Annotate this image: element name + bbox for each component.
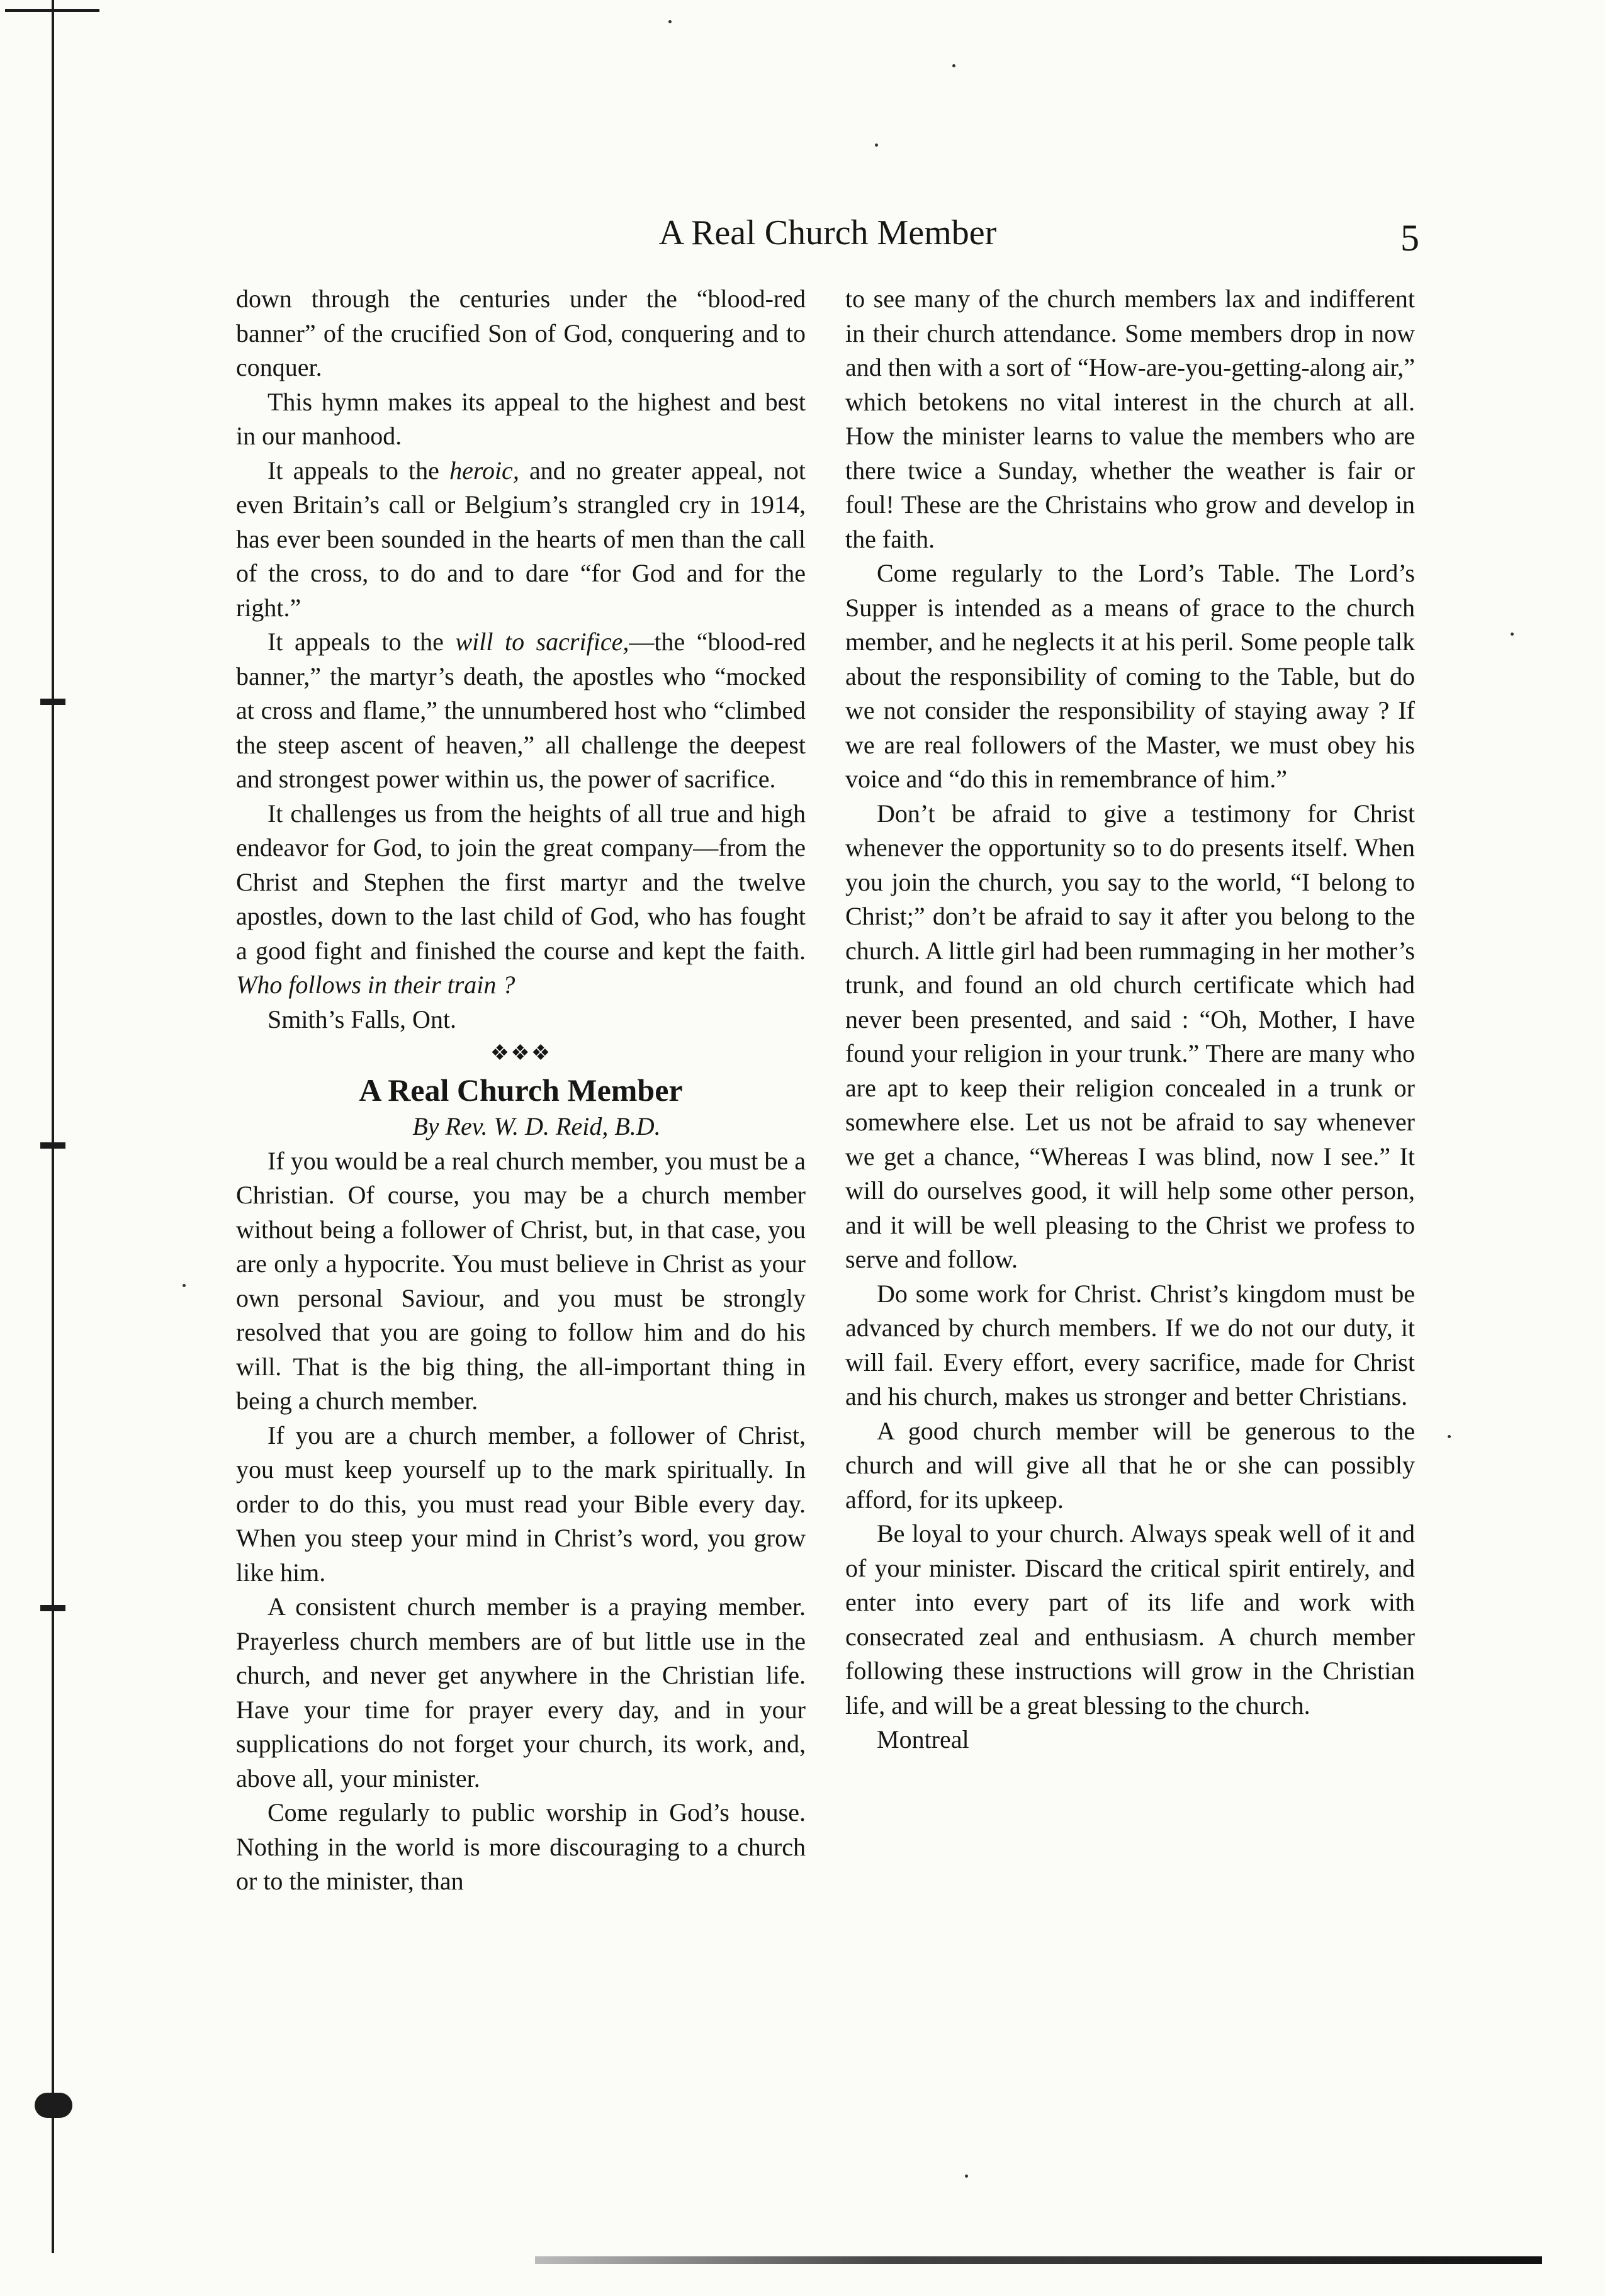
text-run: It appeals to the	[268, 456, 450, 485]
emphasis: will to sacrifice,	[455, 627, 629, 656]
paragraph	[236, 625, 806, 797]
paragraph: to see many of the church members lax and indifferent in their church attendance. Some members drop in now and then with a sort of “How-are-you-getting-along air,” which betokens no vital interest in the church at all. How the minister learns to value the members who are there twice a Sunday, whether the weather is fair or foul! These are the Christains who grow and develop in the faith.	[845, 284, 1415, 553]
paragraph: Come regularly to public worship in God’s house. Nothing in the world is more discouraging to a church or to the minister, than	[236, 1798, 806, 1895]
binding-tick	[40, 1142, 65, 1149]
running-title: A Real Church Member	[658, 213, 997, 252]
scan-speck	[965, 2175, 968, 2178]
page-number: 5	[1400, 217, 1419, 259]
binding-edge-line	[52, 0, 54, 2253]
article-title: A Real Church Member	[359, 1072, 683, 1108]
left-column	[236, 282, 806, 1899]
paragraph: Be loyal to your church. Always speak well of it and of your minister. Discard the critical spirit entirely, and enter into every part of its life and work with consecrated zeal and enthusiasm. A church member following these instructions will grow in the Christian life, and will be a great blessing to the church.	[845, 1519, 1415, 1719]
text-run: and no greater appeal, not even Britain’s call or Belgium’s strangled cry in 1914, has ever been sounded in the hearts of men than the call of the cross, to do and to dare “for God and for the right.”	[236, 456, 806, 622]
scan-speck	[668, 20, 672, 23]
paragraph: Do some work for Christ. Christ’s kingdom must be advanced by church members. If we do not our duty, it will fail. Every effort, every sacrifice, made for Christ and his church, makes us stronger and better Christians.	[845, 1279, 1415, 1410]
paragraph: This hymn makes its appeal to the highest and best in our manhood.	[236, 387, 806, 450]
bottom-rule	[535, 2256, 1542, 2264]
byline: By Rev. W. D. Reid, B.D.	[412, 1112, 661, 1140]
paragraph: A consistent church member is a praying member. Prayerless church members are of but little use in the church, and never get anywhere in the Christian life. Have your time for prayer every day, and in your supplications do not forget your church, its work, and, above all, your minister.	[236, 1592, 806, 1792]
section-ornament: ❖❖❖	[490, 1042, 552, 1065]
binding-tick	[40, 1605, 65, 1611]
text-run: It challenges us from the heights of all true and high endeavor for God, to join the great company—from the Christ and Stephen the first martyr and the twelve apostles, down to the last child of God, who has fought a good fight and finished the course and kept the faith.	[236, 799, 806, 965]
paragraph: down through the centuries under the “blood-red banner” of the crucified Son of God, conquering and to conquer.	[236, 284, 806, 381]
binding-tick	[35, 2093, 72, 2118]
scan-speck	[875, 144, 878, 147]
scan-speck	[952, 64, 955, 67]
paragraph: Don’t be afraid to give a testimony for Christ whenever the opportunity so to do presents itself. When you join the church, you say to the world, “I belong to Christ;” don’t be afraid to say it after you belong to the church. A little girl had been rummaging in her mother’s trunk, and found an old church certificate which had never been presented, and said : “Oh, Mother, I have found your religion in your trunk.” There are many who are apt to keep their religion concealed in a trunk or somewhere else. Let us not be afraid to say whenever we get a chance, “Whereas I was blind, now I see.” It will do ourselves good, it will help some other person, and it will be well pleasing to the Christ we profess to serve and follow.	[845, 799, 1415, 1273]
signoff: Montreal	[877, 1725, 969, 1753]
paragraph: If you would be a real church member, you must be a Christian. Of course, you may be a church member without being a follower of Christ, but, in that case, you are only a hypocrite. You must believe in Christ as your own personal Saviour, and you must be strongly resolved that you are going to follow him and do his will. That is the big thing, the all-important thing in being a church member.	[236, 1146, 806, 1415]
scan-speck	[1511, 633, 1514, 636]
paragraph	[236, 797, 806, 1003]
paragraph: Come regularly to the Lord’s Table. The Lord’s Supper is intended as a means of grace to the church member, and he neglects it at his peril. Some people talk about the responsibility of coming to the Table, but do we not consider the responsibility of staying away ? If we are real followers of the Master, we must obey his voice and “do this in remembrance of him.”	[845, 559, 1415, 793]
text-run: —the “blood-red banner,” the martyr’s death, the apostles who “mocked at cross and flame,” the unnumbered host who “climbed the steep ascent of heaven,” all challenge the deepest and strongest power within us, the power of sacrifice.	[236, 627, 806, 793]
page-header	[236, 205, 1419, 261]
scan-speck	[183, 1284, 186, 1287]
paragraph: A good church member will be generous to the church and will give all that he or she can possibly afford, for its upkeep.	[845, 1416, 1415, 1514]
paragraph: If you are a church member, a follower of Christ, you must keep yourself up to the mark spiritually. In order to do this, you must read your Bible every day. When you steep your mind in Christ’s word, you grow like him.	[236, 1421, 806, 1587]
scan-speck	[1448, 1435, 1451, 1438]
text-run: It appeals to the	[268, 627, 456, 656]
emphasis: Who follows in their train ?	[236, 971, 515, 999]
paragraph	[236, 454, 806, 626]
signoff: Smith’s Falls, Ont.	[268, 1004, 457, 1033]
right-column	[845, 282, 1415, 1757]
binding-tick	[40, 699, 65, 705]
emphasis: heroic,	[449, 456, 519, 485]
